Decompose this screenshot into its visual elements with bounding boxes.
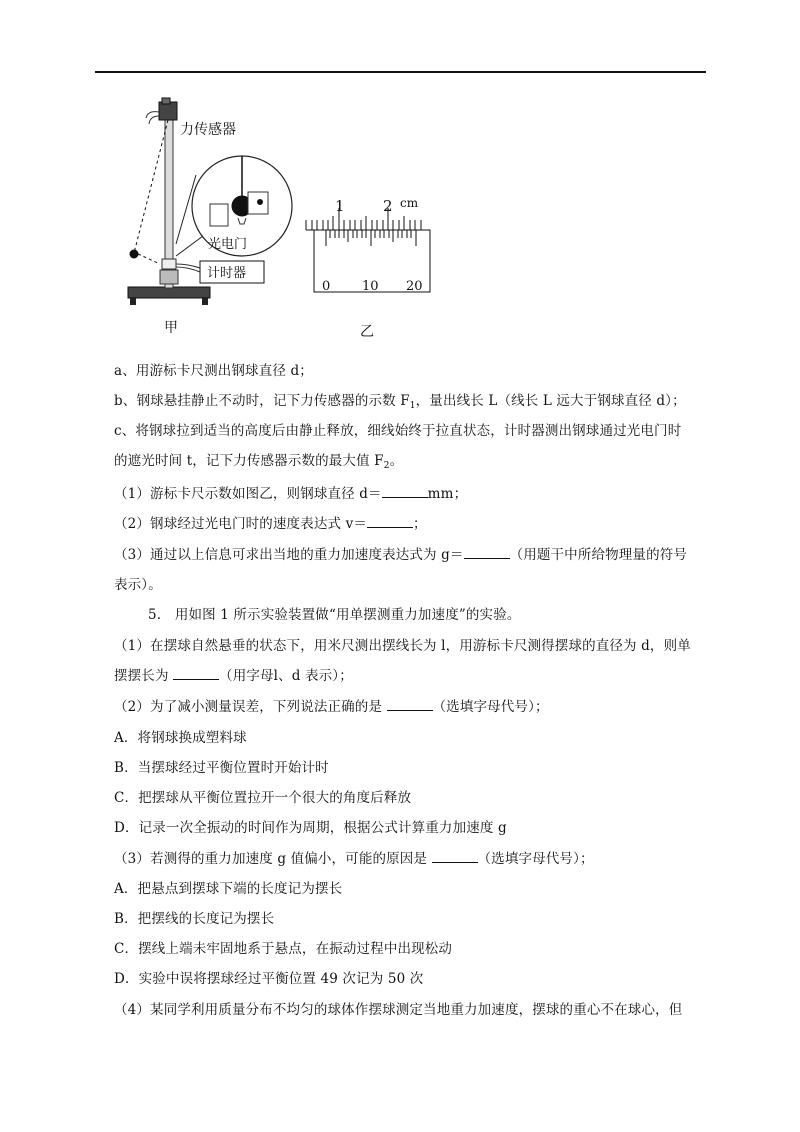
problem-5-q1 [114, 666, 353, 686]
question-3 [114, 545, 687, 565]
line-text: a、用游标卡尺测出钢球直径 d； [114, 363, 313, 379]
pendulum-ball [130, 250, 138, 258]
caliper-main-2: 2 [383, 197, 393, 215]
option-b [114, 758, 329, 778]
line-text: 的遮光时间 t，记下力传感器示数的最大值 F [114, 453, 384, 469]
line-text: A．将钢球换成塑料球 [114, 730, 247, 746]
text-line [114, 361, 313, 381]
caliper-unit: cm [400, 196, 419, 210]
line-text: （1）游标卡尺示数如图乙，则钢球直径 d＝ [114, 486, 382, 502]
subscript: 1 [409, 401, 416, 411]
line-text: （3）通过以上信息可求出当地的重力加速度表达式为 g＝ [114, 547, 464, 563]
line-text: ； [413, 516, 427, 532]
option-c [114, 788, 411, 808]
option-b [114, 909, 274, 929]
stand-base [128, 287, 210, 298]
text-line [114, 575, 162, 595]
problem-5-q2 [114, 697, 549, 717]
line-text: D．记录一次全振动的时间作为周期，根据公式计算重力加速度 g [114, 820, 507, 836]
option-d [114, 969, 423, 989]
line-text: B．把摆线的长度记为摆长 [114, 911, 275, 927]
answer-blank[interactable] [173, 666, 219, 680]
label-photogate: 光电门 [208, 237, 248, 252]
line-text: （选填字母代号）； [477, 851, 594, 867]
caliper-main-1: 1 [335, 197, 345, 215]
caliper-vernier-20: 20 [406, 279, 423, 294]
option-c [114, 939, 452, 959]
top-rule [95, 71, 706, 73]
photogate-clamp [162, 259, 176, 269]
answer-blank[interactable] [382, 484, 428, 498]
line-text: C．把摆球从平衡位置拉开一个很大的角度后释放 [114, 790, 412, 806]
line-text: （4）某同学利用质量分布不均匀的球体作摆球测定当地重力加速度，摆球的重心不在球心，但 [114, 1002, 683, 1018]
line-text: （用字母l、d 表示）； [219, 668, 353, 684]
line-text: mm； [427, 486, 468, 502]
problem-5-q4 [114, 1000, 682, 1020]
caliper-vernier-0: 0 [322, 279, 331, 294]
line-text: （1）在摆球自然悬垂的状态下，用米尺测出摆线长为 l，用游标卡尺测得摆球的直径为 d，则单 [114, 638, 691, 654]
option-a [114, 728, 247, 748]
line-text: （2）钢球经过光电门时的速度表达式 v＝ [114, 516, 368, 532]
answer-blank[interactable] [432, 849, 478, 863]
answer-blank[interactable] [464, 545, 510, 559]
line-text: 5. 用如图 1 所示实验装置做“用单摆测重力加速度”的实验。 [148, 607, 521, 623]
text-line [114, 391, 686, 413]
label-force-sensor: 力传感器 [180, 122, 236, 138]
text-line [114, 421, 681, 441]
stand-foot-right [202, 297, 208, 305]
line-text: （3）若测得的重力加速度 g 值偏小，可能的原因是 [114, 851, 432, 867]
line-text: 摆摆长为 [114, 668, 174, 684]
text-line [114, 636, 691, 656]
problem-5-q3 [114, 849, 594, 869]
pendulum-string [134, 120, 168, 253]
subscript: 2 [383, 461, 390, 471]
question-1 [114, 484, 467, 504]
label-timer: 计时器 [207, 266, 247, 281]
line-text: 表示）。 [114, 577, 162, 593]
problem-5-title [148, 605, 521, 625]
line-text: A．把悬点到摆球下端的长度记为摆长 [114, 881, 343, 897]
line-text: 。 [389, 453, 404, 469]
line-text: ，量出线长 L（线长 L 远大于钢球直径 d）； [415, 393, 686, 409]
option-d [114, 818, 507, 838]
line-text: （2）为了减小测量误差，下列说法正确的是 [114, 699, 387, 715]
line-text: C．摆线上端未牢固地系于悬点，在振动过程中出现松动 [114, 941, 453, 957]
line-text: （选填字母代号）； [432, 699, 549, 715]
text-line [114, 451, 403, 473]
option-a [114, 879, 342, 899]
force-sensor [159, 102, 177, 120]
experiment-figure [110, 96, 450, 346]
line-text: b、钢球悬挂静止不动时，记下力传感器的示数 F [114, 393, 410, 409]
line-text: c、将钢球拉到适当的高度后由静止释放，细线始终于拉直状态，计时器测出钢球通过光电门时 [114, 423, 682, 439]
caliper-vernier-10: 10 [362, 279, 379, 294]
line-text: （用题干中所给物理量的符号 [509, 547, 688, 563]
answer-blank[interactable] [387, 697, 433, 711]
line-text: B．当摆球经过平衡位置时开始计时 [114, 760, 329, 776]
stand-foot-left [130, 297, 136, 305]
answer-blank[interactable] [367, 514, 413, 528]
label-yi: 乙 [360, 324, 374, 340]
line-text: D．实验中误将摆球经过平衡位置 49 次记为 50 次 [114, 971, 424, 987]
question-2 [114, 514, 427, 534]
label-jia: 甲 [164, 320, 178, 336]
